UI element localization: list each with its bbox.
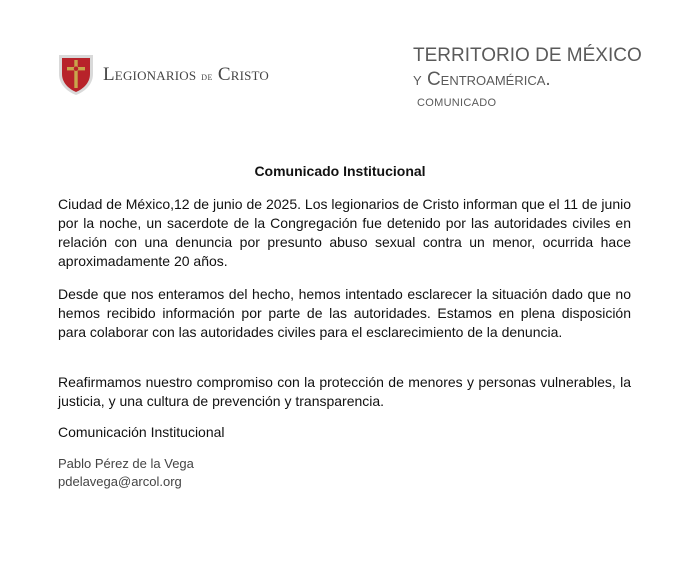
territory-heading xyxy=(413,44,642,92)
territory-line-1: TERRITORIO DE MÉXICO xyxy=(413,45,642,66)
logo-word-1: Legionarios xyxy=(103,63,197,85)
paragraph-1: Ciudad de México,12 de junio de 2025. Los legionarios de Cristo informan que el 11 de junio por la noche, un sacerdote de la Congregación fue detenido por las autoridades civiles en relación con una denuncia por presunto abuso sexual contra un menor, ocurrida hace aproximadamente 20 años. xyxy=(58,196,631,269)
paragraph-2: Desde que nos enteramos del hecho, hemos intentado esclarecer la situación dado que no hemos recibido información por parte de las autoridades. Estamos en plena disposición para colaborar con las autoridades civiles para el esclarecimiento de la denuncia. xyxy=(58,286,631,340)
signoff: Comunicación Institucional xyxy=(58,424,225,440)
logo-word-small: de xyxy=(201,68,213,83)
paragraph-3: Reafirmamos nuestro compromiso con la protección de menores y personas vulnerables, la justicia, y una cultura de prevención y transparencia. xyxy=(58,374,631,409)
logo-wordmark xyxy=(103,65,269,84)
contact-email[interactable]: pdelavega@arcol.org xyxy=(58,474,182,489)
shield-cross-icon xyxy=(57,52,95,96)
territory-line-2: y Centroamérica. xyxy=(413,69,551,90)
document-type-label: COMUNICADO xyxy=(417,97,497,109)
contact-name: Pablo Pérez de la Vega xyxy=(58,456,194,471)
logo-word-2: Cristo xyxy=(217,63,270,85)
organization-logo xyxy=(57,52,269,96)
document-title: Comunicado Institucional xyxy=(254,163,426,179)
